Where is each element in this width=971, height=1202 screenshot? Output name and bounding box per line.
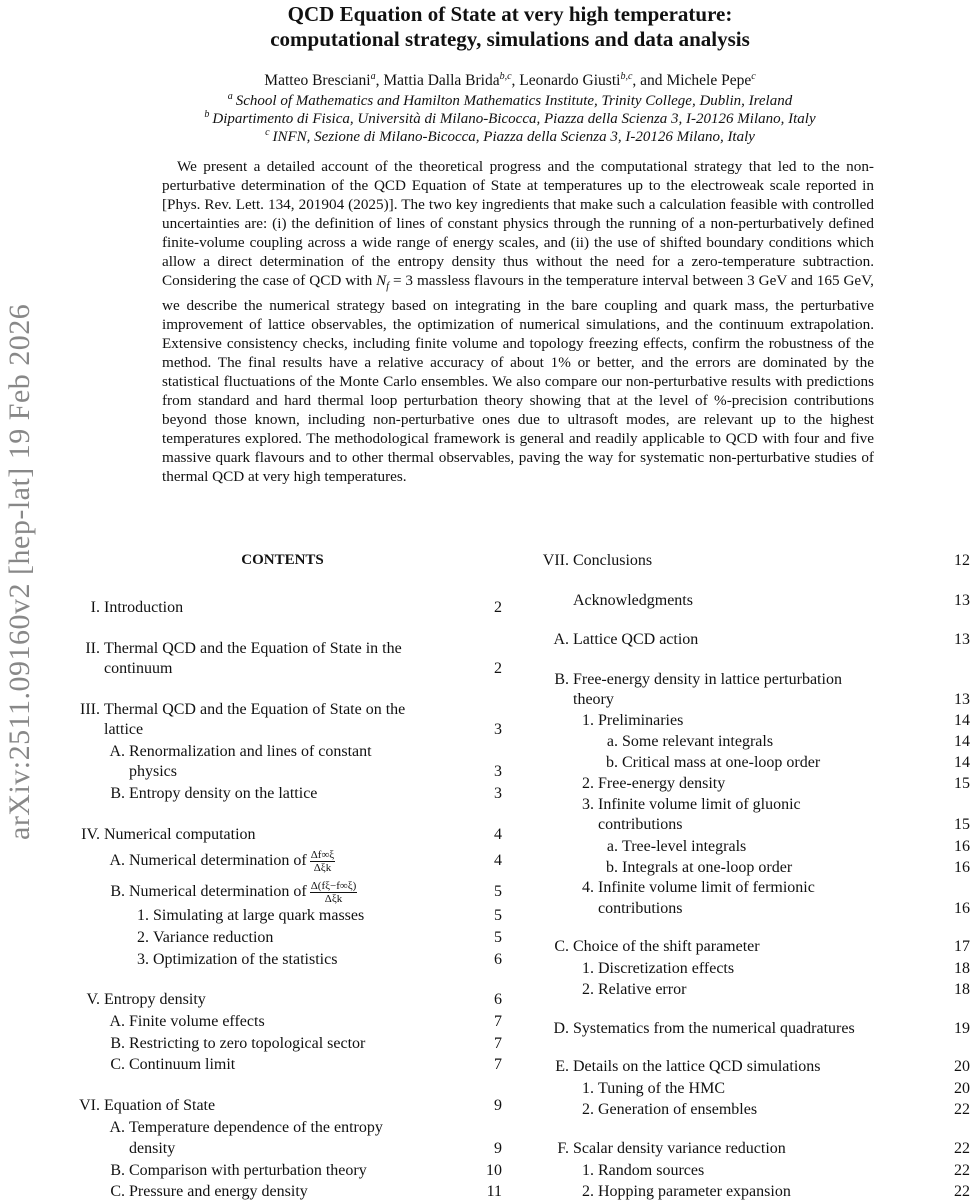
toc-entry-link[interactable] (104, 699, 405, 720)
toc-entry-link[interactable] (598, 877, 815, 898)
author-name: Mattia Dalla Brida (383, 72, 500, 90)
toc-entry-link[interactable] (573, 629, 698, 650)
toc-entry-title: theory (573, 691, 614, 708)
author-affil-mark: c (751, 71, 756, 82)
toc-entry-number: VI. (79, 1097, 100, 1114)
abstract (162, 157, 874, 486)
toc-entry-link[interactable] (129, 1160, 367, 1181)
toc-entry-page[interactable]: 16 (954, 838, 970, 855)
nf-symbol: N (376, 272, 387, 289)
toc-entry-page[interactable]: 16 (954, 900, 970, 917)
toc-entry-title: Temperature dependence of the entropy (129, 1119, 383, 1136)
toc-entry-title: Choice of the shift parameter (573, 938, 760, 955)
toc-entry-title: Renormalization and lines of constant (129, 743, 372, 760)
toc-entry-link[interactable] (573, 550, 652, 571)
toc-entry-page[interactable]: 19 (954, 1020, 970, 1037)
toc-entry-link[interactable] (598, 1099, 757, 1120)
toc-entry-page[interactable]: 20 (954, 1080, 970, 1097)
toc-entry-number: A. (109, 1119, 125, 1136)
toc-entry-page[interactable]: 6 (494, 991, 502, 1008)
toc-entry-title: Simulating at large quark masses (153, 907, 365, 924)
toc-entry-number: E. (555, 1058, 569, 1075)
toc-entry-link[interactable] (129, 1054, 235, 1075)
toc-entry-title: continuum (104, 660, 173, 677)
toc-entry-title: Critical mass at one-loop order (622, 754, 821, 771)
toc-entry-title: Variance reduction (153, 929, 274, 946)
abstract-text: = 3 massless flavours in the temperature interval between 3 GeV and 165 GeV, we describe the numerical strategy based on integrating in the bare coupling and quark mass, the perturbative improvement of lattice observables, the optimization of numerical simulations, and the continuum extrapolation. Extensive consistency checks, including finite volume and topology freezing effects, confirm the robustness of the method. The final results have a relative accuracy of about 1% or better, and the errors are dominated by the statistical fluctuations of the Monte Carlo ensembles. We also compare our non-perturbative results with predictions from standard and hard thermal loop perturbation theory showing that at the level of %-precision contributions beyond those known, including non-perturbative ones due to ultrasoft modes, are relevant up to the highest temperatures explored. The methodological framework is general and readily applicable to QCD with four and five massive quark flavours and to other thermal observables, paving the way for systematic non-perturbative studies of thermal QCD at very high temperatures. (162, 272, 874, 486)
toc-entry-number: A. (109, 1013, 125, 1030)
toc-entry-title: Free-energy density (598, 775, 726, 792)
toc-entry-number: 1. (582, 960, 594, 977)
toc-entry-title: Pressure and energy density (129, 1183, 308, 1200)
math-fraction (310, 880, 358, 905)
toc-entry-number: A. (553, 631, 569, 648)
toc-entry-title: Lattice QCD action (573, 631, 699, 648)
fraction-numerator: Δ(fξ−f∞ξ) (310, 879, 357, 892)
toc-entry-number: a. (606, 733, 618, 750)
author-affil-mark: a (370, 71, 376, 82)
toc-entry-title: Generation of ensembles (598, 1101, 758, 1118)
toc-entry-number: 2. (137, 929, 149, 946)
toc-entry-page[interactable]: 5 (494, 929, 502, 946)
affiliation-text: INFN, Sezione di Milano-Bicocca, Piazza della Scienza 3, I-20126 Milano, Italy (272, 129, 755, 145)
toc-entry-link[interactable] (573, 669, 842, 690)
toc-entry-page[interactable]: 12 (954, 552, 970, 569)
title-line-1: QCD Equation of State at very high temperature: (287, 2, 733, 26)
toc-entry-title: Numerical determination of (129, 852, 307, 869)
toc-entry-link[interactable] (598, 773, 725, 794)
toc-entry-number: B. (110, 785, 125, 802)
toc-entry-title: Systematics from the numerical quadratures (573, 1020, 855, 1037)
toc-entry-page[interactable]: 7 (494, 1013, 502, 1030)
toc-entry-page[interactable]: 14 (954, 733, 970, 750)
toc-entry-page[interactable]: 16 (954, 859, 970, 876)
toc-entry-number: 3. (582, 796, 594, 813)
toc-entry-link[interactable] (573, 1056, 821, 1077)
toc-entry-link[interactable] (598, 979, 686, 1000)
toc-entry-title: Optimization of the statistics (153, 951, 338, 968)
toc-entry-link[interactable] (104, 719, 143, 740)
toc-entry-page[interactable]: 13 (954, 691, 970, 708)
toc-entry-number: B. (110, 883, 125, 900)
fraction-denominator: Δξk (324, 892, 343, 905)
toc-entry-title: Introduction (104, 599, 184, 616)
toc-entry-title: Entropy density (104, 991, 206, 1008)
toc-entry-title: Random sources (598, 1162, 705, 1179)
contents-heading: CONTENTS (241, 552, 324, 568)
toc-entry-title: Numerical computation (104, 826, 256, 843)
toc-entry-link[interactable] (622, 731, 773, 752)
toc-entry-number: A. (109, 743, 125, 760)
toc-entry-page[interactable]: 5 (494, 907, 502, 924)
toc-entry-number: B. (110, 1035, 125, 1052)
toc-entry-link[interactable] (598, 898, 682, 919)
toc-entry-link[interactable] (598, 1181, 791, 1202)
toc-entry-page[interactable]: 3 (494, 763, 502, 780)
toc-entry-link[interactable] (104, 597, 183, 618)
toc-entry-number: VII. (542, 552, 569, 569)
toc-entry-title: density (129, 1140, 176, 1157)
toc-entry-link[interactable] (104, 1095, 215, 1116)
toc-entry-page[interactable]: 15 (954, 816, 970, 833)
toc-entry-link[interactable] (104, 989, 206, 1010)
toc-entry-title: contributions (598, 900, 683, 917)
toc-entry-title: Scalar density variance reduction (573, 1140, 786, 1157)
toc-entry-number: a. (606, 838, 618, 855)
author-separator: , (511, 72, 520, 90)
toc-entry-page[interactable]: 7 (494, 1056, 502, 1073)
nf-subscript: f (386, 281, 390, 293)
toc-entry-link[interactable] (573, 936, 760, 957)
toc-entry-link[interactable] (598, 814, 682, 835)
toc-entry-link[interactable] (104, 658, 172, 679)
toc-entry-number: 2. (582, 1183, 594, 1200)
toc-entry-link[interactable] (573, 1018, 855, 1039)
title-line-2: computational strategy, simulations and data analysis (270, 27, 750, 51)
toc-entry-number: B. (554, 671, 569, 688)
affiliation-mark: b (204, 109, 210, 120)
toc-entry-number: II. (85, 640, 100, 657)
toc-entry-link[interactable] (598, 1078, 725, 1099)
toc-entry-page[interactable]: 11 (486, 1183, 502, 1200)
affiliation-mark: c (265, 127, 270, 138)
toc-entry-link[interactable] (129, 761, 177, 782)
toc-entry-title: Hopping parameter expansion (598, 1183, 791, 1200)
toc-entry-title: contributions (598, 816, 683, 833)
toc-entry-number: 1. (582, 1080, 594, 1097)
toc-entry-link[interactable] (573, 1138, 786, 1159)
toc-entry-link[interactable] (129, 1181, 308, 1202)
toc-entry-link[interactable] (153, 927, 273, 948)
toc-entry-number: C. (110, 1056, 125, 1073)
toc-entry-page[interactable]: 22 (954, 1162, 970, 1179)
toc-entry-number: 4. (582, 879, 594, 896)
toc-entry-number: I. (90, 599, 100, 616)
toc-entry-page[interactable]: 5 (494, 883, 502, 900)
toc-entry-link[interactable] (598, 958, 734, 979)
toc-entry-number: C. (110, 1183, 125, 1200)
author-separator: , (375, 72, 384, 90)
paper-title (120, 2, 900, 52)
toc-entry-page[interactable]: 2 (494, 599, 502, 616)
affiliation-mark: a (227, 91, 233, 102)
toc-entry-page[interactable]: 3 (494, 721, 502, 738)
toc-entry-title: Relative error (598, 981, 687, 998)
toc-entry-page[interactable]: 4 (494, 852, 502, 869)
toc-entry-page[interactable]: 4 (494, 826, 502, 843)
affiliation-text: Dipartimento di Fisica, Università di Milano-Bicocca, Piazza della Scienza 3, I-20126 Milano, Italy (212, 111, 816, 127)
abstract-text: We present a detailed account of the theoretical progress and the computational strategy that led to the non-perturbative determination of the QCD Equation of State at temperatures up to the electroweak scale reported in [Phys. Rev. Lett. 134, 201904 (2025)]. The two key ingredients that make such a calculation feasible with controlled uncertainties are: (i) the definition of lines of constant physics through the running of a non-perturbatively defined finite-volume coupling across a wide range of energy scales, and (ii) the use of shifted boundary conditions which allow a direct determination of the entropy density thus without the need for a zero-temperature subtraction. Considering the case of QCD with (162, 158, 874, 289)
toc-entry-number: 1. (582, 712, 594, 729)
toc-entry-page[interactable]: 14 (954, 712, 970, 729)
toc-entry-page[interactable]: 17 (954, 938, 970, 955)
toc-entry-title: Infinite volume limit of gluonic (598, 796, 801, 813)
toc-entry-link[interactable] (622, 836, 746, 857)
toc-entry-title: Acknowledgments (573, 592, 693, 609)
toc-entry-page[interactable]: 15 (954, 775, 970, 792)
toc-entry-link[interactable] (129, 1011, 265, 1032)
toc-entry-title: physics (129, 763, 177, 780)
toc-entry-number: D. (553, 1020, 569, 1037)
toc-entry-number: A. (109, 852, 125, 869)
toc-entry-page[interactable]: 3 (494, 785, 502, 802)
toc-entry-title: Integrals at one-loop order (622, 859, 793, 876)
toc-entry-title: Comparison with perturbation theory (129, 1162, 367, 1179)
math-fraction (310, 849, 335, 874)
toc-entry-page[interactable]: 9 (494, 1140, 502, 1157)
toc-entry-title: Some relevant integrals (622, 733, 774, 750)
toc-entry-page[interactable]: 18 (954, 960, 970, 977)
toc-entry-title: Restricting to zero topological sector (129, 1035, 366, 1052)
toc-entry-number: 2. (582, 981, 594, 998)
toc-entry-page[interactable]: 14 (954, 754, 970, 771)
toc-entry-link[interactable] (622, 857, 792, 878)
toc-entry-page[interactable]: 9 (494, 1097, 502, 1114)
toc-entry-title: Entropy density on the lattice (129, 785, 318, 802)
toc-entry-title: Thermal QCD and the Equation of State in the (104, 640, 402, 657)
toc-entry-link[interactable] (598, 794, 801, 815)
author-separator: , and (632, 72, 667, 90)
toc-entry-number: 3. (137, 951, 149, 968)
toc-entry-page[interactable]: 18 (954, 981, 970, 998)
toc-entry-page[interactable]: 2 (494, 660, 502, 677)
toc-entry-number: b. (606, 754, 618, 771)
toc-entry-page[interactable]: 22 (954, 1183, 970, 1200)
toc-entry-page[interactable]: 10 (486, 1162, 502, 1179)
toc-entry-title: Infinite volume limit of fermionic (598, 879, 815, 896)
toc-entry-number: III. (80, 701, 100, 718)
toc-entry-title: Equation of State (104, 1097, 216, 1114)
toc-entry-link[interactable] (153, 949, 337, 970)
affiliation-text: School of Mathematics and Hamilton Mathematics Institute, Trinity College, Dublin, Ireland (235, 93, 793, 109)
toc-entry-link[interactable] (573, 590, 693, 611)
toc-entry-title: Finite volume effects (129, 1013, 265, 1030)
toc-entry-title: Numerical determination of (129, 883, 307, 900)
toc-entry-link[interactable] (129, 741, 372, 762)
author-name: Leonardo Giusti (519, 72, 621, 90)
toc-entry-title: Tuning of the HMC (598, 1080, 725, 1097)
toc-entry-page[interactable]: 7 (494, 1035, 502, 1052)
arxiv-identifier: arXiv:2511.09160v2 [hep-lat] 19 Feb 2026 (3, 303, 36, 840)
toc-entry-link[interactable] (153, 905, 364, 926)
toc-entry-link[interactable] (129, 783, 317, 804)
toc-entry-title: lattice (104, 721, 144, 738)
toc-entry-link[interactable] (573, 689, 614, 710)
toc-entry-number: C. (554, 938, 569, 955)
toc-entry-page[interactable]: 6 (494, 951, 502, 968)
toc-entry-page[interactable]: 13 (954, 592, 970, 609)
toc-entry-title: Preliminaries (598, 712, 684, 729)
toc-entry-number: 2. (582, 775, 594, 792)
toc-entry-link[interactable] (598, 1160, 704, 1181)
affiliation (110, 124, 910, 146)
toc-entry-link[interactable] (129, 1033, 365, 1054)
toc-entry-title: Tree-level integrals (622, 838, 747, 855)
toc-entry-title: Details on the lattice QCD simulations (573, 1058, 821, 1075)
toc-entry-title: Discretization effects (598, 960, 735, 977)
toc-entry-number: 1. (582, 1162, 594, 1179)
toc-entry-title: Conclusions (573, 552, 653, 569)
toc-entry-title: Continuum limit (129, 1056, 236, 1073)
toc-entry-title: Thermal QCD and the Equation of State on the (104, 701, 406, 718)
toc-entry-number: b. (606, 859, 618, 876)
toc-entry-number: F. (557, 1140, 569, 1157)
toc-entry-link[interactable] (104, 638, 402, 659)
toc-entry-number: 2. (582, 1101, 594, 1118)
toc-entry-page[interactable]: 13 (954, 631, 970, 648)
author-name: Michele Pepe (666, 72, 752, 90)
fraction-denominator: Δξk (313, 861, 332, 874)
author-affil-mark: b,c (499, 71, 512, 82)
toc-entry-title: Free-energy density in lattice perturbation (573, 671, 842, 688)
toc-entry-number: 1. (137, 907, 149, 924)
toc-entry-page[interactable]: 22 (954, 1101, 970, 1118)
toc-entry-link[interactable] (129, 1138, 175, 1159)
toc-entry-page[interactable]: 20 (954, 1058, 970, 1075)
author-affil-mark: b,c (620, 71, 633, 82)
toc-entry-link[interactable] (129, 1117, 383, 1138)
toc-entry-number: V. (86, 991, 100, 1008)
toc-entry-number: IV. (81, 826, 100, 843)
toc-entry-number: B. (110, 1162, 125, 1179)
toc-entry-link[interactable] (622, 752, 820, 773)
fraction-numerator: Δf∞ξ (310, 848, 335, 861)
toc-entry-link[interactable] (598, 710, 683, 731)
toc-entry-page[interactable]: 22 (954, 1140, 970, 1157)
author-name: Matteo Bresciani (264, 72, 371, 90)
